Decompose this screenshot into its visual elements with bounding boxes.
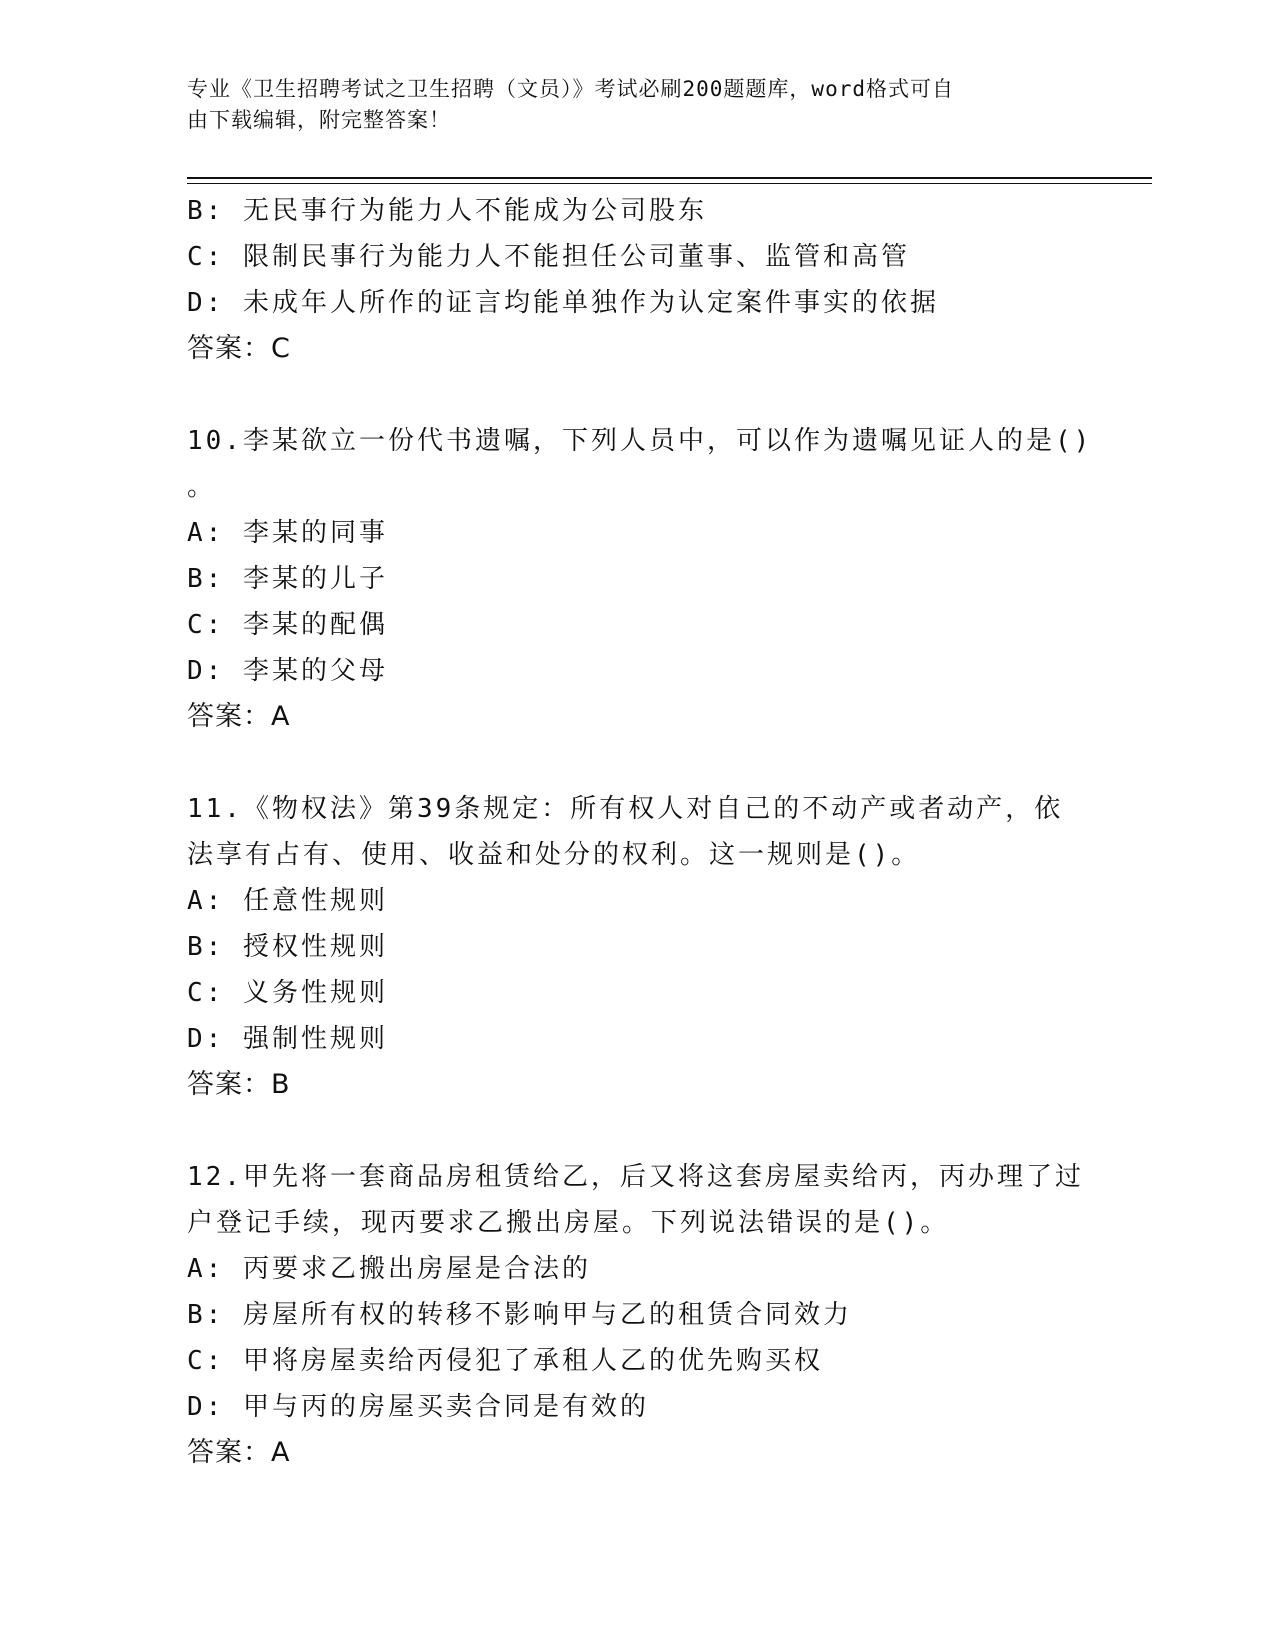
- option-b: B: 李某的儿子: [187, 564, 388, 594]
- question-stem-line: 户登记手续，现丙要求乙搬出房屋。下列说法错误的是()。: [187, 1208, 950, 1238]
- header-divider-thick: [187, 177, 1152, 179]
- question-stem-line: 法享有占有、使用、收益和处分的权利。这一规则是()。: [187, 840, 921, 870]
- option-a: A: 丙要求乙搬出房屋是合法的: [187, 1254, 591, 1284]
- question-stem-line: 10.李某欲立一份代书遗嘱，下列人员中，可以作为遗嘱见证人的是(): [187, 426, 1093, 456]
- option-d: D: 强制性规则: [187, 1024, 388, 1054]
- header-line-1: 专业《卫生招聘考试之卫生招聘（文员）》考试必刷200题题库，word格式可自: [187, 77, 954, 101]
- document-header: [187, 74, 1067, 136]
- option-c: C: 李某的配偶: [187, 610, 388, 640]
- answer-line: 答案：B: [187, 1069, 291, 1100]
- option-a: A: 李某的同事: [187, 518, 388, 548]
- option-c: C: 甲将房屋卖给丙侵犯了承租人乙的优先购买权: [187, 1346, 823, 1376]
- question-12: [187, 1154, 1087, 1476]
- question-10: [187, 418, 1093, 740]
- option-b: B: 授权性规则: [187, 932, 388, 962]
- question-11: [187, 786, 1087, 1108]
- option-b: B: 房屋所有权的转移不影响甲与乙的租赁合同效力: [187, 1300, 852, 1330]
- question-list: [187, 188, 1093, 1476]
- spacer: [187, 740, 1087, 786]
- option-d: D: 未成年人所作的证言均能单独作为认定案件事实的依据: [187, 288, 939, 318]
- question-stem-line: 12.甲先将一套商品房租赁给乙，后又将这套房屋卖给丙，丙办理了过: [187, 1162, 1084, 1192]
- option-d: D: 李某的父母: [187, 656, 388, 686]
- answer-line: 答案：A: [187, 1437, 291, 1468]
- spacer: [187, 1108, 1087, 1154]
- option-a: A: 任意性规则: [187, 886, 388, 916]
- question-stem-line: 11.《物权法》第39条规定：所有权人对自己的不动产或者动产，依: [187, 794, 1064, 824]
- option-c: C: 义务性规则: [187, 978, 388, 1008]
- header-divider-thin: [187, 183, 1152, 184]
- header-line-2: 由下载编辑，附完整答案！: [187, 108, 451, 132]
- question-stem-line: 。: [187, 472, 217, 502]
- spacer: [187, 372, 1087, 418]
- answer-line: 答案：C: [187, 333, 291, 364]
- option-b: B: 无民事行为能力人不能成为公司股东: [187, 196, 707, 226]
- answer-line: 答案：A: [187, 701, 291, 732]
- option-d: D: 甲与丙的房屋买卖合同是有效的: [187, 1392, 649, 1422]
- option-c: C: 限制民事行为能力人不能担任公司董事、监管和高管: [187, 242, 910, 272]
- question-9-continued: [187, 188, 1087, 372]
